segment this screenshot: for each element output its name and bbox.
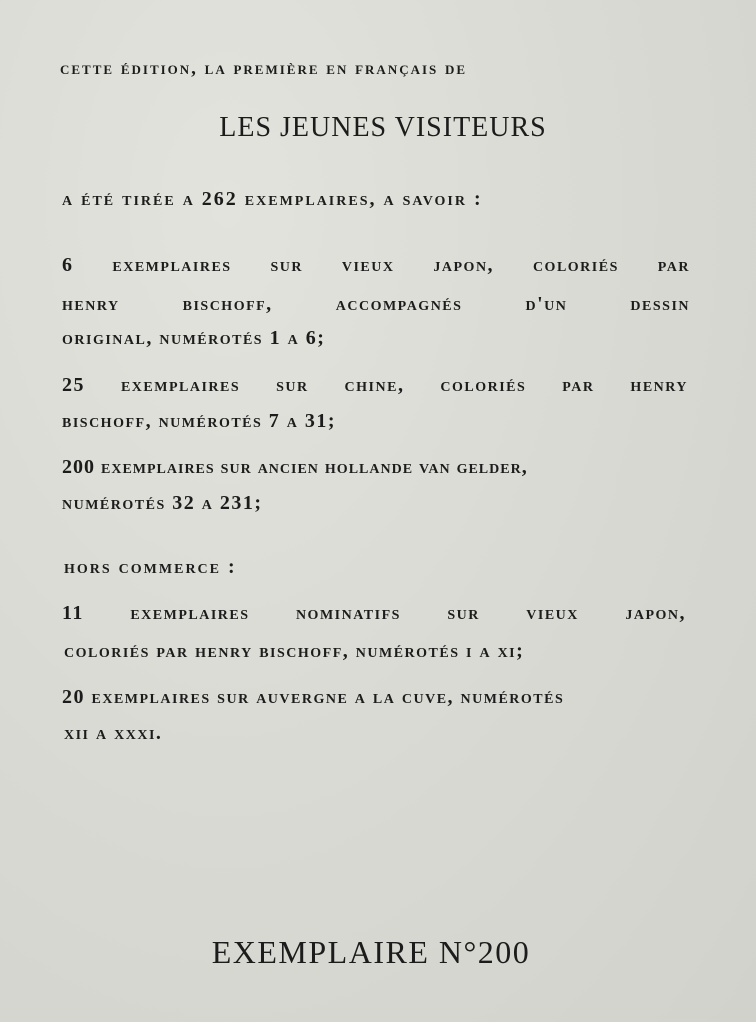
edition-3-line-1: 200 exemplaires sur ancien hollande van gelder,: [62, 456, 528, 478]
edition-2-line-2: bischoff, numérotés 7 a 31;: [62, 410, 337, 432]
hors-commerce-heading: hors commerce :: [64, 556, 237, 578]
edition-1-line-3: original, numérotés 1 a 6;: [62, 327, 326, 349]
book-title: LES JEUNES VISITEURS: [219, 112, 547, 143]
intro-line: cette édition, la première en français de: [60, 58, 468, 79]
edition-2-line-1: 25 exemplaires sur chine, coloriés par henry: [62, 374, 688, 396]
edition-1-line-2: henry bischoff, accompagnés d'un dessin: [62, 293, 690, 315]
copy-number: EXEMPLAIRE N°200: [211, 934, 531, 970]
hors-commerce-2-line-2: xii a xxxi.: [64, 722, 163, 744]
print-run-line: a été tirée a 262 exemplaires, a savoir :: [62, 188, 483, 210]
hors-commerce-2-line-1: 20 exemplaires sur auvergne a la cuve, numérotés: [62, 686, 565, 708]
edition-3-line-2: numérotés 32 a 231;: [62, 492, 263, 514]
hors-commerce-1-line-2: coloriés par henry bischoff, numérotés i a xi;: [64, 640, 525, 662]
hors-commerce-1-line-1: 11 exemplaires nominatifs sur vieux japon,: [62, 602, 686, 624]
edition-1-line-1: 6 exemplaires sur vieux japon, coloriés par: [62, 254, 690, 276]
